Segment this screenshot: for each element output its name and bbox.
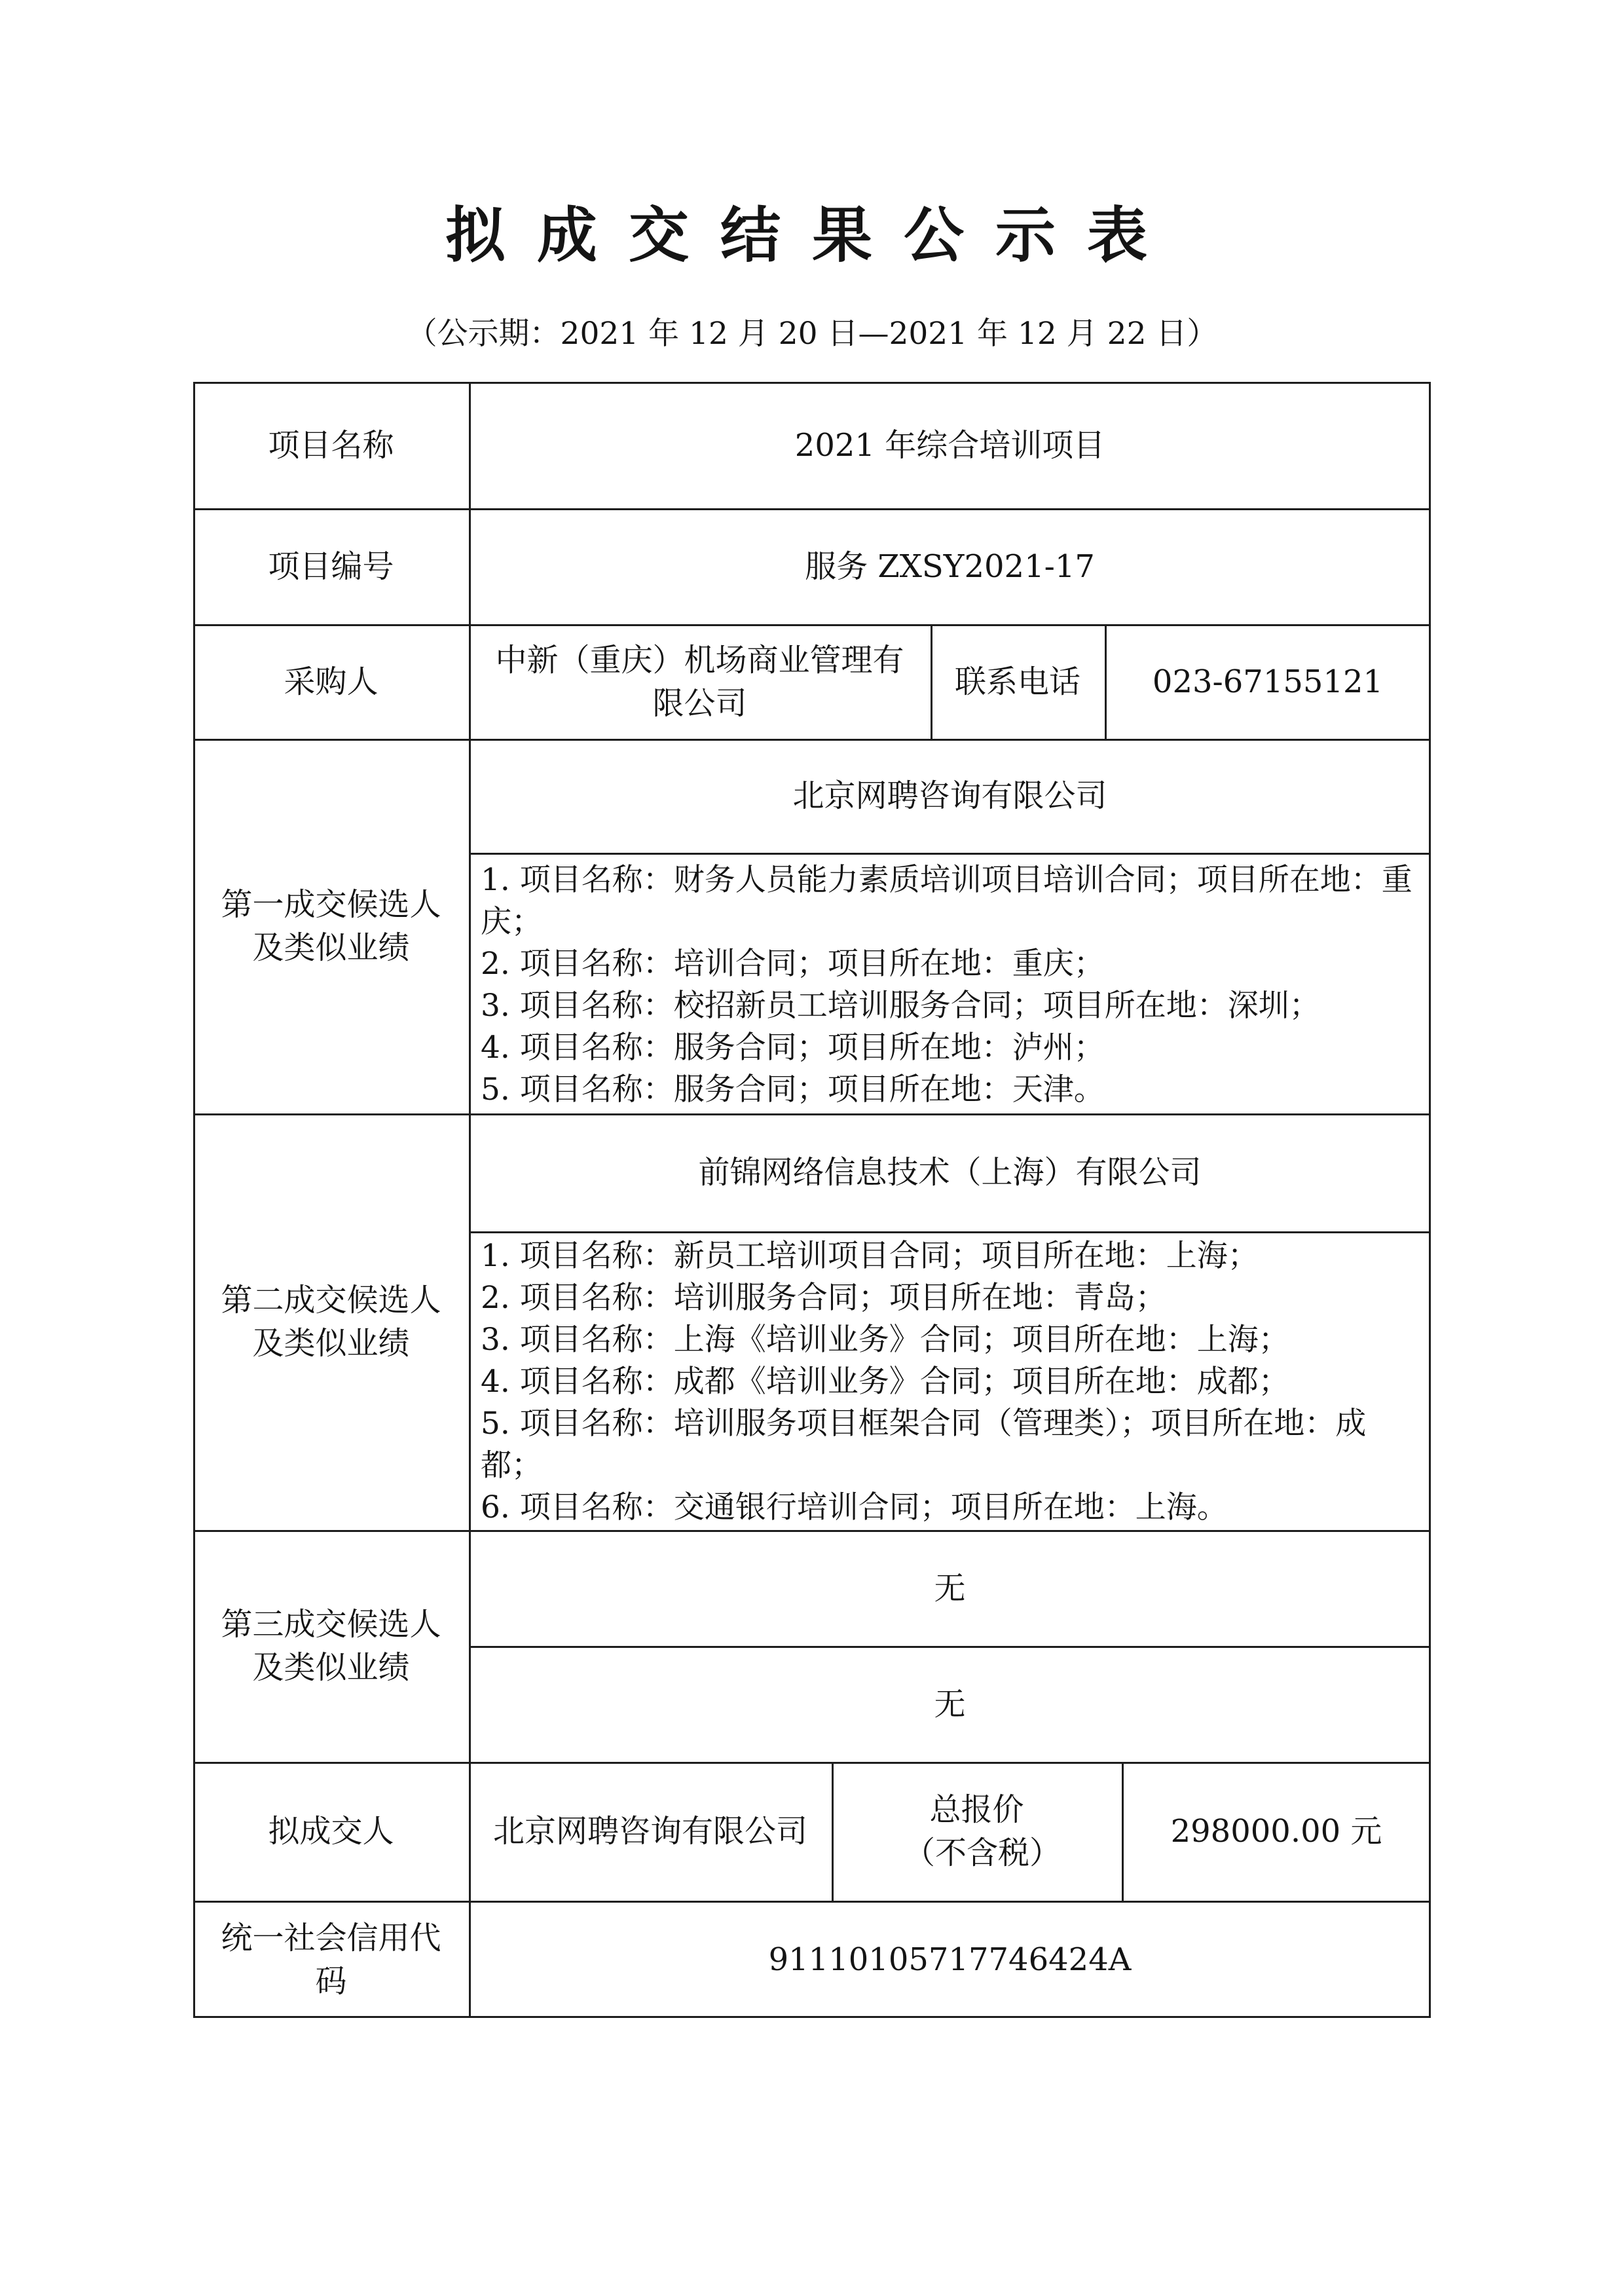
price-value: 298000.00 元 (1170, 1813, 1382, 1850)
phone-label: 联系电话 (954, 663, 1080, 700)
list-item: 6. 项目名称：交通银行培训合同；项目所在地：上海。 (481, 1489, 1228, 1525)
list-item: 3. 项目名称：校招新员工培训服务合同；项目所在地：深圳； (481, 988, 1320, 1024)
candidate-2-label: 第二成交候选人及类似业绩 (221, 1282, 441, 1362)
awardee-value: 北京网聘咨询有限公司 (492, 1813, 807, 1850)
list-item: 1. 项目名称：新员工培训项目合同；项目所在地：上海； (481, 1238, 1259, 1274)
candidate-3-company: 无 (934, 1569, 966, 1607)
credit-code-label: 统一社会信用代码 (221, 1919, 441, 2000)
candidate-2-company: 前锦网络信息技术（上海）有限公司 (698, 1154, 1202, 1191)
announcement-period: （公示期：2021 年 12 月 20 日—2021 年 12 月 22 日） (406, 316, 1218, 352)
candidate-3-label: 第三成交候选人及类似业绩 (221, 1606, 441, 1686)
list-item: 5. 项目名称：服务合同；项目所在地：天津。 (481, 1072, 1105, 1108)
page-title: 拟成交结果公示表 (445, 200, 1179, 271)
project-name-value: 2021 年综合培训项目 (794, 426, 1105, 464)
list-item: 4. 项目名称：成都《培训业务》合同；项目所在地：成都； (481, 1364, 1289, 1400)
list-item: 2. 项目名称：培训合同；项目所在地：重庆； (481, 946, 1105, 982)
candidate-3-performance: 无 (934, 1685, 966, 1723)
purchaser-label: 采购人 (284, 663, 378, 700)
list-item: 4. 项目名称：服务合同；项目所在地：泸州； (481, 1030, 1105, 1066)
table-rule (469, 1231, 1431, 1233)
purchaser-value: 中新（重庆）机场商业管理有限公司 (495, 641, 904, 722)
project-name-label: 项目名称 (268, 426, 394, 464)
list-item: 5. 项目名称：培训服务项目框架合同（管理类）；项目所在地：成都； (481, 1406, 1367, 1483)
table-rule (469, 853, 1431, 855)
phone-value: 023-67155121 (1152, 663, 1384, 700)
candidate-2-performance (481, 1235, 1421, 1529)
candidate-1-performance (481, 859, 1421, 1111)
project-number-label: 项目编号 (268, 548, 394, 585)
price-label: 总报价（不含税） (904, 1791, 1061, 1871)
candidate-1-label: 第一成交候选人及类似业绩 (221, 886, 441, 966)
list-item: 1. 项目名称：财务人员能力素质培训项目培训合同；项目所在地：重庆； (481, 862, 1412, 940)
project-number-value: 服务 ZXSY2021-17 (805, 548, 1095, 585)
list-item: 3. 项目名称：上海《培训业务》合同；项目所在地：上海； (481, 1322, 1289, 1358)
candidate-1-company: 北京网聘咨询有限公司 (792, 777, 1107, 814)
list-item: 2. 项目名称：培训服务合同；项目所在地：青岛； (481, 1280, 1166, 1316)
awardee-label: 拟成交人 (268, 1813, 394, 1850)
credit-code-value: 91110105717746424A (768, 1941, 1132, 1978)
